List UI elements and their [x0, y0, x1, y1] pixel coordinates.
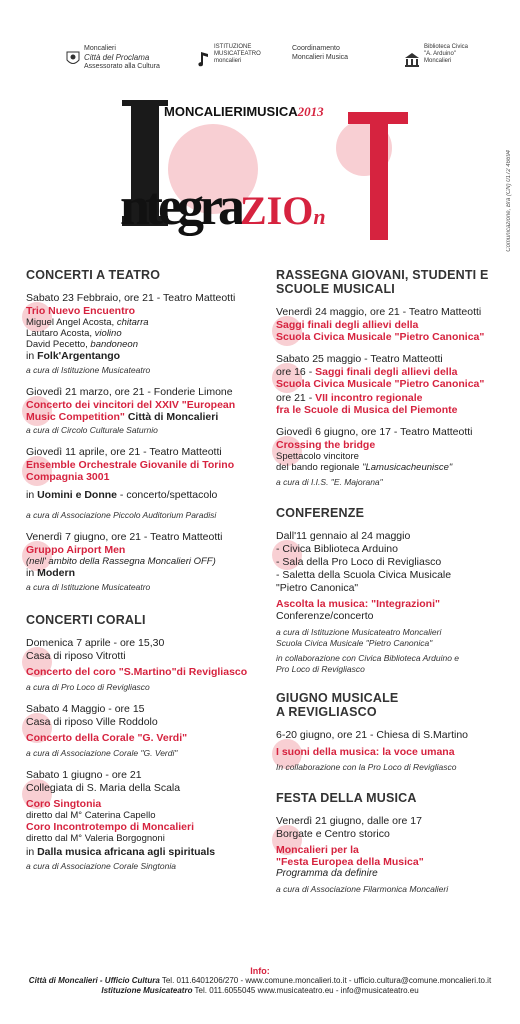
event-date: Venerdì 24 maggio, ore 21 - Teatro Matteotti: [276, 306, 482, 318]
logo2-line2: MUSICATEATRO: [214, 51, 261, 57]
event-place: Casa di riposo Ville Roddolo: [26, 716, 158, 728]
performer-2: Lautaro Acosta,: [26, 328, 95, 339]
event-organizer: a cura di Circolo Culturale Saturnio: [26, 425, 158, 435]
collaboration: In collaborazione con la Pro Loco di Revigliasco: [276, 762, 457, 772]
section-title-corali: CONCERTI CORALI: [26, 613, 146, 627]
logo2-line3: moncalieri: [214, 58, 242, 64]
event-organizer: a cura di Associazione Piccolo Auditorium Paradisi: [26, 510, 217, 520]
event-title-tail: Città di Moncalieri: [124, 411, 219, 423]
event-date: Giovedì 11 aprile, ore 21 - Teatro Matteotti: [26, 446, 222, 458]
event-note: (nell' ambito della Rassegna Moncalieri OFF): [26, 556, 216, 567]
header-logos: [0, 44, 520, 84]
footer-info-label: Info:: [250, 966, 270, 976]
event-title-line2: Scuola Civica Musicale "Pietro Canonica": [276, 331, 485, 343]
performer-1: Miguel Angel Acosta,: [26, 317, 117, 328]
event-trio: [26, 292, 256, 376]
event-singtonia: [26, 769, 256, 872]
event-airport-men: [26, 531, 256, 593]
director-1: diretto dal M° Caterina Capello: [26, 810, 156, 821]
section-title-conferenze: CONFERENZE: [276, 506, 365, 520]
event-ensemble: [26, 446, 256, 521]
logo1-line2: Città del Proclama: [84, 53, 150, 62]
event-organizer-1: a cura di Istituzione Musicateatro Moncalieri: [276, 627, 442, 637]
instrument-2: violino: [94, 328, 122, 339]
brand-year: 2013: [297, 104, 324, 119]
event-competition: [26, 386, 256, 436]
event-title-1: Coro Singtonia: [26, 798, 102, 810]
event-organizer: a cura di Associazione Corale "G. Verdi": [26, 748, 178, 758]
event-place: Collegiata di S. Maria della Scala: [26, 782, 181, 794]
event-program: Folk'Argentango: [37, 350, 121, 362]
logo1-line1: Moncalieri: [84, 45, 116, 52]
footer-contact-1: Tel. 011.6401206/270 - www.comune.moncalieri.to.it - ufficio.cultura@comune.moncalieri.to.it: [159, 976, 492, 985]
event-place: Casa di riposo Vitrotti: [26, 650, 126, 662]
event-place: Borgate e Centro storico: [276, 828, 390, 840]
event-title-line3: VII incontro regionale: [315, 392, 423, 404]
event-date: Sabato 4 Maggio - ore 15: [26, 703, 145, 715]
director-2: diretto dal M° Valeria Borgognoni: [26, 833, 165, 844]
event-festa: [276, 815, 506, 895]
prog-prefix: in: [26, 489, 38, 501]
venue-2: - Sala della Pro Loco di Revigliasco: [276, 556, 442, 568]
prog-prefix: in: [26, 350, 38, 362]
event-date: Dall'11 gennaio al 24 maggio: [276, 530, 411, 542]
footer-contact-2: Tel. 011.6055045 www.musicateatro.eu - info@musicateatro.eu: [192, 986, 419, 995]
event-title-line1: Saggi finali degli allievi della: [276, 319, 419, 331]
instrument-3: bandoneon: [90, 339, 138, 350]
event-saggi-24: [276, 306, 506, 343]
collaboration-2: Pro Loco di Revigliasco: [276, 664, 365, 674]
event-title-line1: Ensemble Orchestrale Giovanile di Torino: [26, 459, 235, 471]
event-date: Domenica 7 aprile - ore 15,30: [26, 637, 165, 649]
event-title: Trio Nuevo Encuentro: [26, 305, 136, 317]
event-program: Dalla musica africana agli spirituals: [37, 846, 216, 858]
left-column: [26, 268, 256, 882]
event-title-line2: Music Competition": [26, 411, 125, 423]
event-date: Sabato 1 giugno - ore 21: [26, 769, 142, 781]
event-organizer: a cura di Associazione Corale Singtonia: [26, 861, 176, 871]
right-column: [276, 268, 506, 905]
event-coro-san-martino: [26, 637, 256, 693]
section-title-rassegna: RASSEGNA GIOVANI, STUDENTI E SCUOLE MUSICALI: [276, 268, 489, 296]
instrument-1: chitarra: [116, 317, 149, 328]
collaboration-1: in collaborazione con Civica Biblioteca Arduino e: [276, 653, 460, 663]
logo1-line3: Assessorato alla Cultura: [84, 63, 160, 70]
section-title-giugno-2: A REVIGLIASCO: [276, 705, 377, 719]
event-title: Concerto del coro "S.Martino"di Revigliasco: [26, 666, 248, 678]
event-organizer: a cura di Pro Loco di Revigliasco: [26, 682, 150, 692]
event-date: 6-20 giugno, ore 21 - Chiesa di S.Martino: [276, 729, 469, 741]
performer-3: David Pecetto,: [26, 339, 91, 350]
brand-title: [164, 104, 324, 120]
library-building-icon: [404, 50, 420, 68]
time-prefix: ore 16 -: [276, 366, 316, 378]
logo4-line3: Moncalieri: [424, 58, 452, 64]
time-prefix: ore 21 -: [276, 392, 316, 404]
logo3-line1: Coordinamento: [292, 45, 340, 52]
agency-credit: Comunicazione, Bra (CN) 0172 46694: [506, 150, 512, 252]
event-date: Venerdì 21 giugno, dalle ore 17: [276, 815, 422, 827]
section-title-festa: FESTA DELLA MUSICA: [276, 791, 417, 805]
event-title-line2: Compagnia 3001: [26, 471, 110, 483]
event-program: Programma da definire: [276, 868, 378, 879]
footer-org-1: Città di Moncalieri - Ufficio Cultura: [28, 976, 160, 985]
event-suoni: [276, 729, 506, 773]
event-title: Ascolta la musica: "Integrazioni": [276, 598, 440, 610]
event-subtitle: Conferenze/concerto: [276, 610, 374, 622]
footer-org-2: Istituzione Musicateatro: [101, 986, 193, 995]
event-desc-2: del bando regionale: [276, 462, 363, 473]
event-program: Modern: [37, 567, 76, 579]
music-note-icon: [196, 50, 210, 68]
logo4-line1: Biblioteca Civica: [424, 44, 469, 50]
event-title: Gruppo Airport Men: [26, 544, 126, 556]
event-saggi-25: [276, 353, 506, 416]
event-organizer-2: Scuola Civica Musicale "Pietro Canonica": [276, 638, 433, 648]
event-date: Giovedì 6 giugno, ore 17 - Teatro Matteotti: [276, 426, 473, 438]
title-word-red: ZIO: [239, 188, 314, 233]
event-title-line1: Concerto dei vincitori del XXIV "European: [26, 399, 236, 411]
event-title-2: Coro Incontrotempo di Moncalieri: [26, 821, 195, 833]
brand-text: MONCALIERIMUSICA: [164, 104, 298, 119]
prog-prefix: in: [26, 846, 38, 858]
prog-prefix: in: [26, 567, 38, 579]
venue-3b: "Pietro Canonica": [276, 582, 359, 594]
section-title-giugno-1: GIUGNO MUSICALE: [276, 691, 399, 705]
event-title: Crossing the bridge: [276, 439, 376, 451]
event-program: Uomini e Donne: [37, 489, 118, 501]
event-organizer: a cura di Istituzione Musicateatro: [26, 365, 151, 375]
event-date: Sabato 23 Febbraio, ore 21 - Teatro Matteotti: [26, 292, 236, 304]
event-corale-verdi: [26, 703, 256, 759]
big-t-stem: [370, 112, 388, 240]
event-date: Venerdì 7 giugno, ore 21 - Teatro Matteotti: [26, 531, 223, 543]
event-title-line1: Moncalieri per la: [276, 844, 359, 856]
event-organizer: a cura di I.I.S. "E. Majorana": [276, 477, 383, 487]
event-title: Concerto della Corale "G. Verdi": [26, 732, 188, 744]
logo2-line1: ISTITUZIONE: [214, 44, 252, 50]
title-word-black: ntegra: [120, 176, 240, 236]
venue-3: - Saletta della Scuola Civica Musicale: [276, 569, 452, 581]
title-word-end: n: [313, 204, 321, 229]
city-crest-icon: [66, 50, 80, 68]
event-conferenze: [276, 530, 506, 675]
event-desc-2-italic: "Lamusicacheunisce": [362, 462, 453, 473]
event-title-line1: Saggi finali degli allievi della: [315, 366, 458, 378]
venue-1: - Civica Biblioteca Arduino: [276, 543, 398, 555]
event-desc-1: Spettacolo vincitore: [276, 451, 359, 462]
event-crossing-bridge: [276, 426, 506, 488]
event-organizer: a cura di Istituzione Musicateatro: [26, 582, 151, 592]
event-title-line4: fra le Scuole di Musica del Piemonte: [276, 404, 458, 416]
event-title-line2: "Festa Europea della Musica": [276, 856, 424, 868]
footer-info: [0, 966, 520, 996]
program-tail: - concerto/spettacolo: [117, 489, 218, 501]
event-title-line2: Scuola Civica Musicale "Pietro Canonica": [276, 378, 485, 390]
section-title-teatro: CONCERTI A TEATRO: [26, 268, 161, 282]
title-word: [120, 176, 321, 247]
event-title: I suoni della musica: la voce umana: [276, 746, 455, 758]
event-organizer: a cura di Associazione Filarmonica Moncalieri: [276, 884, 449, 894]
logo4-line2: "A. Arduino": [424, 51, 456, 57]
logo3-line2: Moncalieri Musica: [292, 54, 349, 61]
event-date: Sabato 25 maggio - Teatro Matteotti: [276, 353, 443, 365]
event-date: Giovedì 21 marzo, ore 21 - Fonderie Limone: [26, 386, 233, 398]
